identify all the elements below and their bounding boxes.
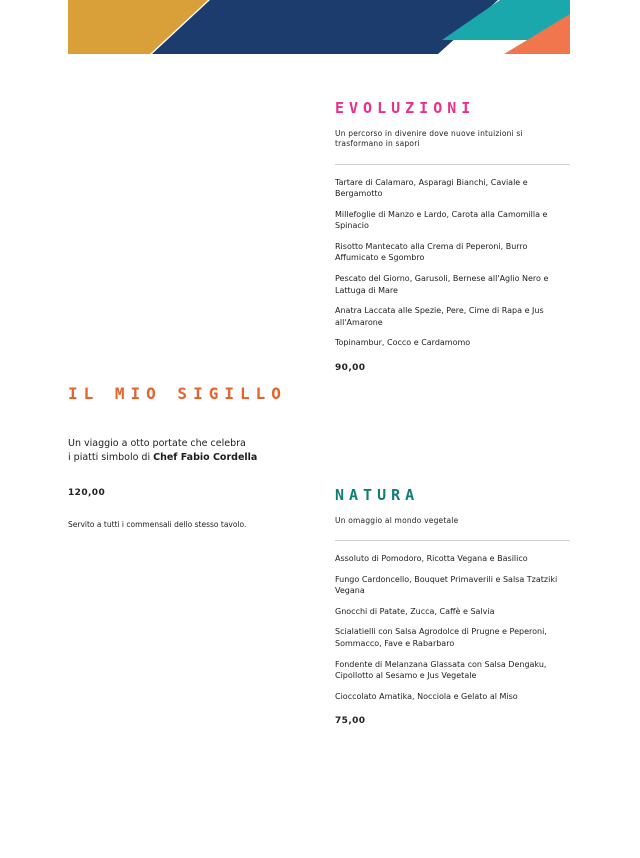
evoluzioni-divider	[335, 164, 570, 165]
banner-shape-navy	[152, 0, 498, 54]
evoluzioni-subtitle: Un percorso in divenire dove nuove intuizioni si trasformano in sapori	[335, 128, 523, 148]
list-item: Millefoglie di Manzo e Lardo, Carota alla Camomilla e Spinacio	[335, 209, 548, 231]
sigillo-description	[68, 437, 318, 466]
evoluzioni-course-list	[335, 177, 570, 350]
decorative-color-banner	[68, 0, 570, 54]
sigillo-note: Servito a tutti i commensali dello stesso tavolo.	[68, 520, 247, 530]
list-item: Risotto Mantecato alla Crema di Peperoni, Burro Affumicato e Sgombro	[335, 241, 528, 263]
sigillo-price: 120,00	[68, 488, 106, 499]
list-item: Anatra Laccata alle Spezie, Pere, Cime di Rapa e Jus all'Amarone	[335, 306, 544, 327]
list-item: Tartare di Calamaro, Asparagi Bianchi, Caviale e Bergamotto	[335, 177, 528, 199]
natura-divider	[335, 540, 570, 541]
menu-section-il-mio-sigillo	[68, 385, 318, 531]
natura-subtitle: Un omaggio al mondo vegetale	[335, 515, 459, 525]
list-item: Topinambur, Cocco e Cardamomo	[335, 338, 471, 348]
sigillo-description-line1: Un viaggio a otto portate che celebra	[68, 437, 246, 449]
list-item: Assoluto di Pomodoro, Ricotta Vegana e Basilico	[335, 554, 528, 563]
evoluzioni-title: EVOLUZIONI	[335, 99, 476, 117]
sigillo-description-line2-prefix: i piatti simbolo di	[68, 452, 154, 464]
list-item: Fungo Cardoncello, Bouquet Primaverili e Salsa Tzatziki Vegana	[335, 574, 558, 596]
sigillo-chef-name: Chef Fabio Cordella	[153, 452, 258, 464]
natura-course-list	[335, 553, 570, 702]
list-item: Gnocchi di Patate, Zucca, Caffè e Salvia	[335, 606, 495, 616]
list-item: Scialatielli con Salsa Agrodolce di Prugne e Peperoni, Sommacco, Fave e Rabarbaro	[335, 627, 547, 648]
menu-section-natura	[335, 487, 570, 726]
natura-price: 75,00	[335, 716, 366, 727]
list-item: Fondente di Melanzana Glassata con Salsa Dengaku, Cipollotto al Sesamo e Jus Vegetale	[335, 659, 547, 681]
sigillo-title: IL MIO SIGILLO	[68, 384, 287, 403]
evoluzioni-price: 90,00	[335, 363, 366, 374]
menu-section-evoluzioni	[335, 100, 570, 373]
list-item: Pescato del Giorno, Garusoli, Bernese all'Aglio Nero e Lattuga di Mare	[335, 274, 549, 295]
natura-title: NATURA	[335, 486, 420, 504]
list-item: Cioccolato Amatika, Nocciola e Gelato al Miso	[335, 691, 518, 701]
